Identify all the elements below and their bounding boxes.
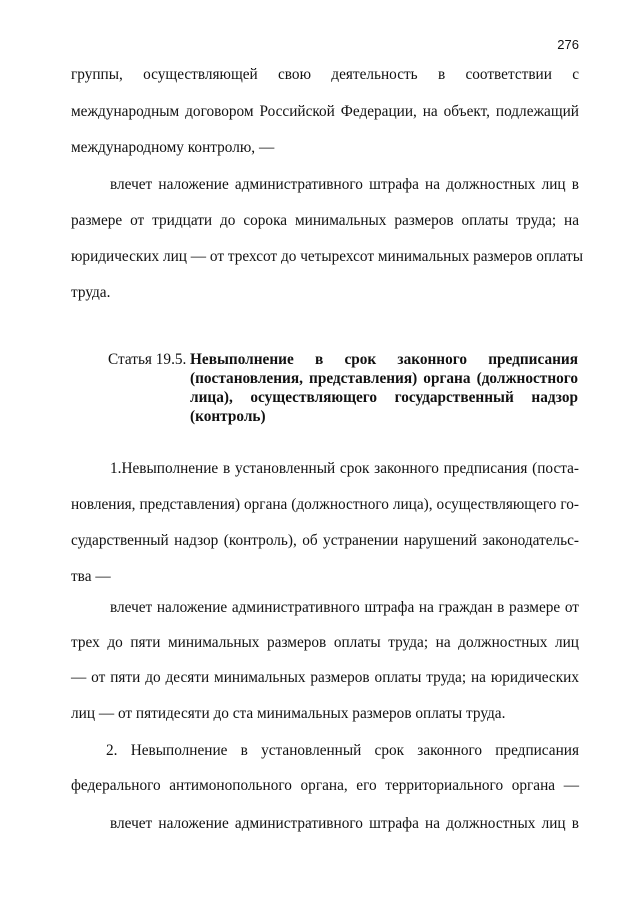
text-line: тва — [71,568,111,585]
text-line: лиц — от пятидесяти до ста минимальных размеров оплаты труда. [71,705,506,722]
text-line: 2. Невыполнение в установленный срок законного предписания [106,742,579,759]
text-line: международному контролю, — [71,139,275,156]
page-number: 276 [557,37,579,52]
article-title-line: (контроль) [190,408,266,425]
text-line: сударственный надзор (контроль), об устранении нарушений законодательс- [71,532,579,549]
text-line: размере от тридцати до сорока минимальных размеров оплаты труда; на [71,212,579,229]
article-label: Статья 19.5. [108,351,187,368]
text-line: юридических лиц — от трехсот до четырехсот минимальных размеров оплаты [71,248,584,265]
text-line: международным договором Российской Федерации, на объект, подлежащий [71,103,579,120]
article-title-line: (постановления, представления) органа (должностного [190,370,578,387]
text-line: влечет наложение административного штрафа на должностных лиц в [110,815,579,832]
text-line: влечет наложение административного штрафа на должностных лиц в [110,176,579,193]
text-line: трех до пяти минимальных размеров оплаты труда; на должностных лиц [71,634,579,651]
text-line: влечет наложение административного штрафа на граждан в размере от [110,599,579,616]
text-line: труда. [71,284,111,301]
text-line: 1.Невыполнение в установленный срок законного предписания (поста- [110,460,579,477]
text-line: группы, осуществляющей свою деятельность в соответствии с [71,66,579,83]
article-title-line: лица), осуществляющего государственный надзор [190,389,578,406]
text-line: новления, представления) органа (должностного лица), осуществляющего го- [71,496,579,513]
text-line: федерального антимонопольного органа, его территориального органа — [71,777,579,794]
text-line: — от пяти до десяти минимальных размеров оплаты труда; на юридических [71,669,579,686]
article-title-line: Невыполнение в срок законного предписания [190,351,578,368]
